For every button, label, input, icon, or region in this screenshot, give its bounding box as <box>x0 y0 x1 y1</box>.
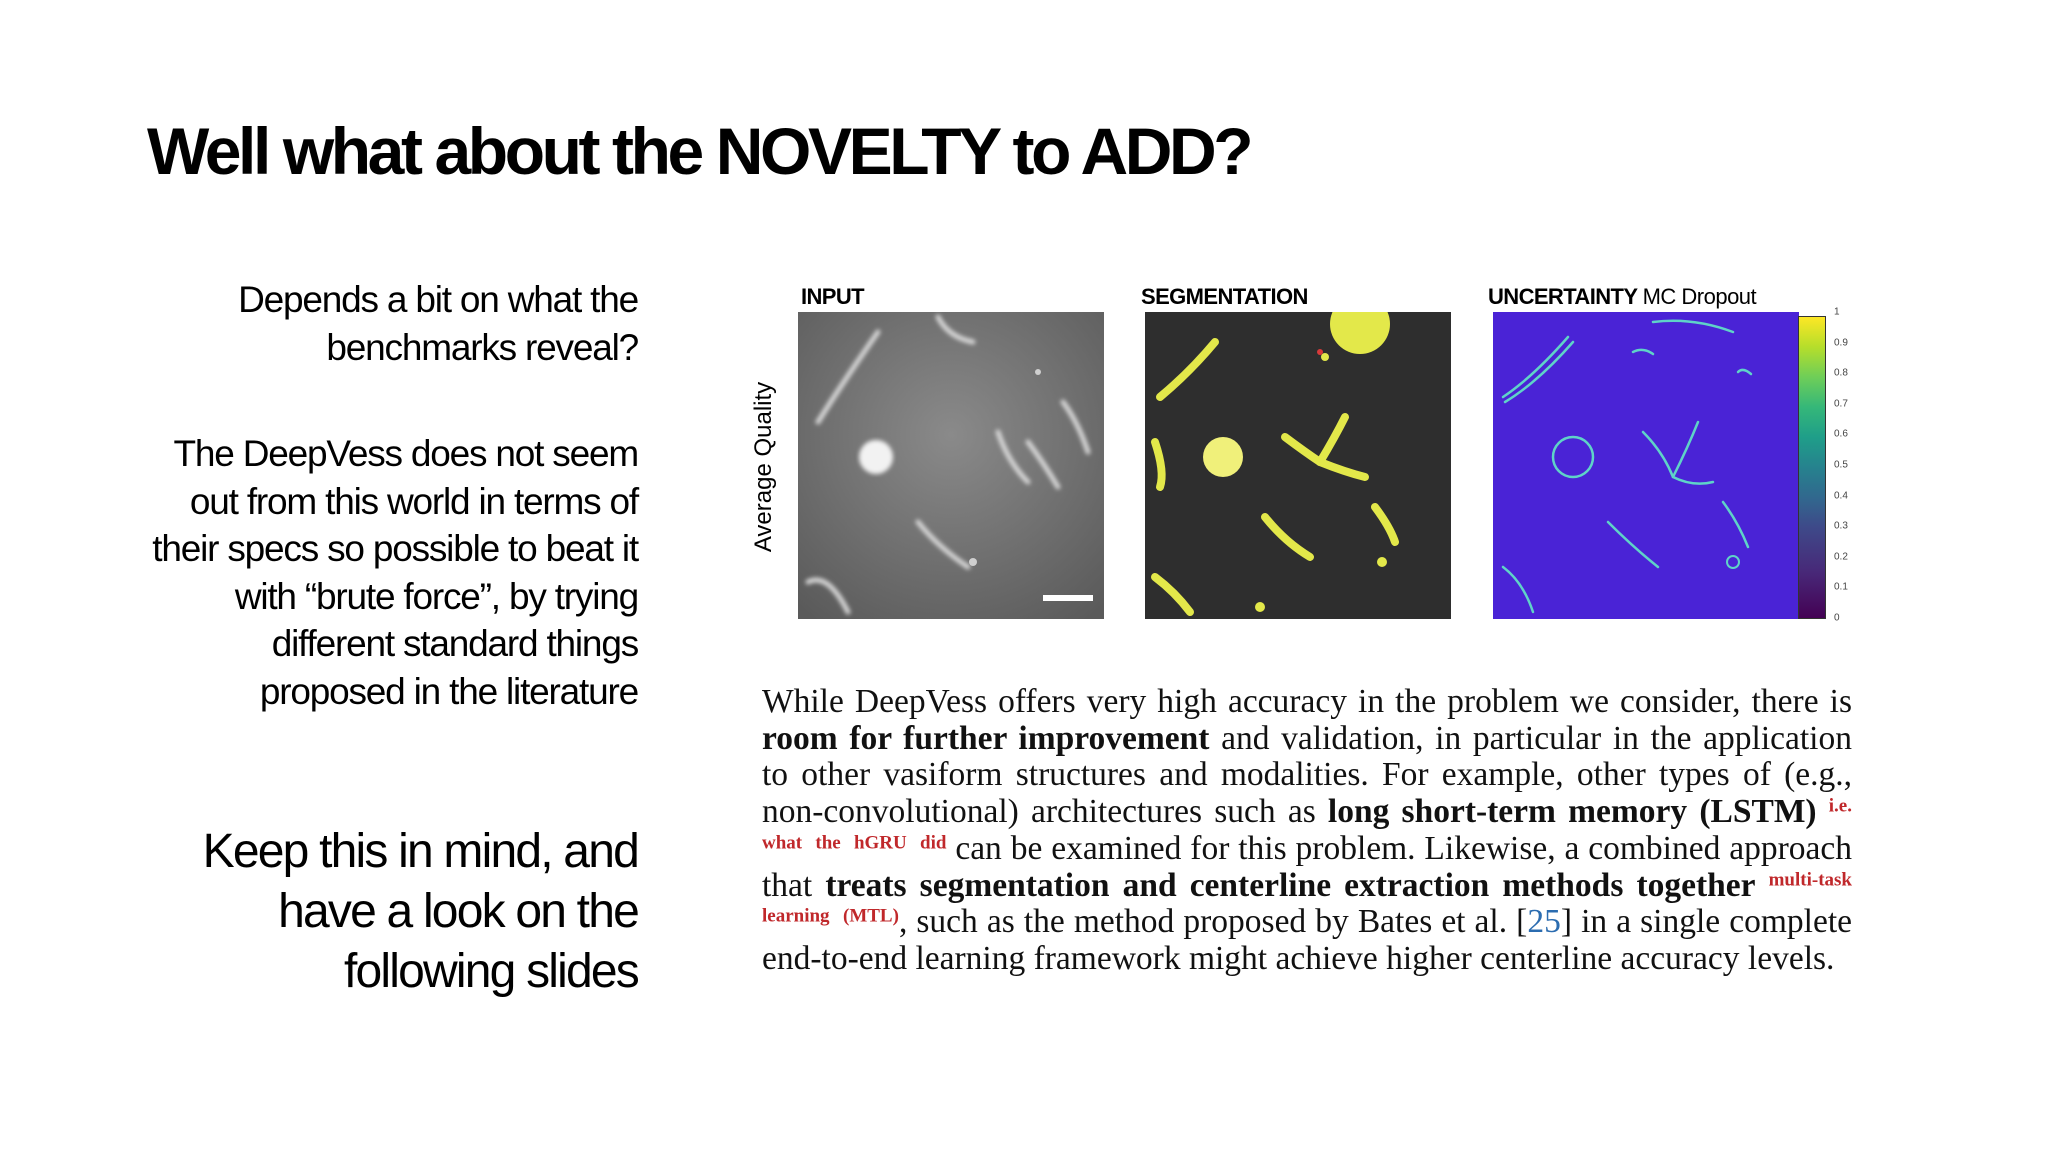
figure-ylabel: Average Quality <box>750 381 777 553</box>
colorbar-tick: 0.7 <box>1834 398 1848 410</box>
para-text: , such as the method proposed by Bates et al. [ <box>898 903 1528 941</box>
colorbar-tick: 0.2 <box>1834 551 1848 563</box>
colorbar-tick: 0.3 <box>1834 520 1848 532</box>
colorbar-tick: 0.1 <box>1834 581 1848 593</box>
annotation-hgru: i.e. what the hGRU did <box>762 795 1852 854</box>
colorbar-tick: 0.4 <box>1834 490 1848 502</box>
colorbar-tick: 1 <box>1834 306 1840 318</box>
uncertainty-sublabel: MC Dropout <box>1642 284 1757 309</box>
para-text: can be examined for this problem. Likewise, a combined approach that <box>762 829 1852 904</box>
segmentation-image <box>1145 312 1451 619</box>
colorbar-tick: 0.6 <box>1834 428 1848 440</box>
panel-label-uncertainty <box>1488 284 1756 310</box>
para-bold: room for further improvement <box>762 719 1210 757</box>
uncertainty-label: UNCERTAINTY <box>1488 284 1638 309</box>
colorbar-tick: 0.9 <box>1834 337 1848 349</box>
colorbar <box>1798 316 1826 619</box>
colorbar-tick: 0.8 <box>1834 367 1848 379</box>
input-image <box>798 312 1104 619</box>
annotation-mtl: multi-task learning (MTL) <box>762 869 1853 927</box>
colorbar-tick: 0.5 <box>1834 459 1848 471</box>
citation-link[interactable]: 25 <box>1527 903 1561 941</box>
left-text-deepvess: The DeepVess does not seem out from this world in terms of their specs so possible to beat it with “brute force”, by trying different standard things proposed in the literature <box>152 433 638 712</box>
para-bold: long short-term memory (LSTM) <box>1327 793 1817 831</box>
uncertainty-image <box>1493 312 1799 619</box>
para-text: While DeepVess offers very high accuracy in the problem we consider, there is <box>762 683 1852 720</box>
para-text: and validation, in particular in the application to other vasiform structures and modalities. For example, other types of (e.g., non-convolutional) architectures such as <box>762 719 1852 831</box>
left-text-benchmarks: Depends a bit on what the benchmarks reveal? <box>238 279 638 368</box>
panel-label-input: INPUT <box>801 284 865 309</box>
panel-label-segmentation: SEGMENTATION <box>1141 284 1308 309</box>
colorbar-tick: 0 <box>1834 612 1840 624</box>
para-bold: treats segmentation and centerline extraction methods together <box>825 866 1756 904</box>
left-text-keep-in-mind: Keep this in mind, and have a look on the following slides <box>202 825 638 998</box>
quoted-paragraph <box>762 684 1852 978</box>
slide-title: Well what about the NOVELTY to ADD? <box>147 114 1251 188</box>
para-text: ] in a single complete end-to-end learning framework might achieve higher centerline accuracy levels. <box>762 903 1852 977</box>
